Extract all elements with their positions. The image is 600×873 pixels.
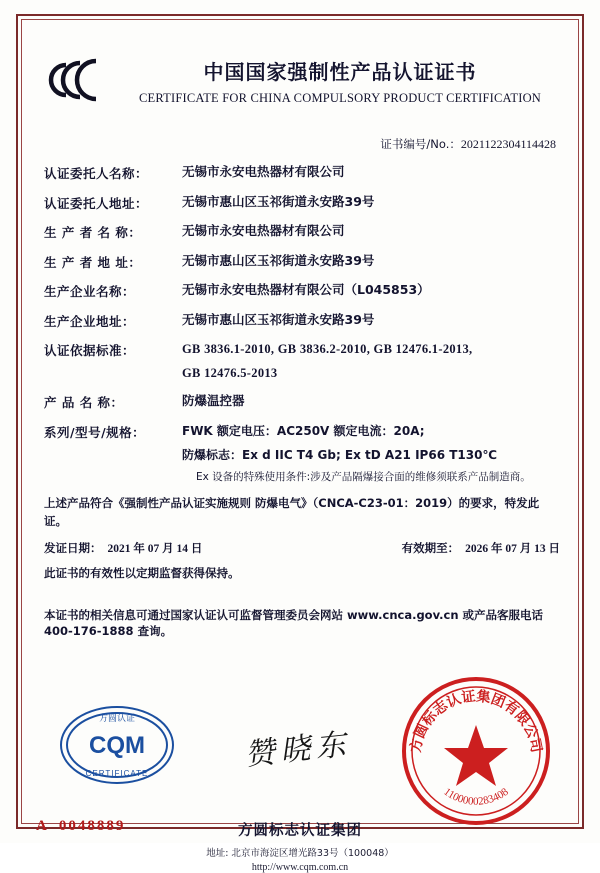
field-row-spec: [44, 423, 560, 484]
validity-note: 此证书的有效性以定期监督获得保持。: [44, 565, 240, 580]
issue-date-value: 2021 年 07 月 14 日: [107, 542, 203, 555]
field-row-manufacturer-address: [44, 312, 560, 330]
cqm-logo-icon: [58, 703, 176, 787]
seal-area: [30, 688, 570, 813]
conformity-statement: 上述产品符合《强制性产品认证实施规则 防爆电气》（CNCA-C23-01：2019）的要求，特发此证。: [44, 496, 540, 528]
svg-text:CQM: CQM: [89, 731, 145, 759]
field-label: 认证依据标准：: [44, 343, 136, 358]
field-value: 无锡市惠山区玉祁街道永安路39号: [182, 252, 375, 268]
serial-number: [36, 818, 125, 835]
field-value: 防爆温控器: [182, 393, 245, 409]
ccc-mark-icon: [40, 58, 102, 102]
expiry-date: [402, 540, 560, 556]
svg-text:方圆认证: 方圆认证: [98, 713, 136, 724]
verification-info: 本证书的相关信息可通过国家认证认可监督管理委员会网站 www.cnca.gov.cn 或产品客服电话 400-176-1888 查询。: [44, 607, 544, 638]
issue-date-label: 发证日期：: [44, 540, 102, 555]
field-value: 无锡市永安电热器材有限公司: [182, 164, 345, 179]
issue-date: [44, 540, 202, 556]
field-row-manufacturer-name: [44, 282, 560, 300]
field-value: 无锡市永安电热器材有限公司: [182, 223, 345, 238]
serial-value: 0048889: [58, 818, 126, 834]
footer-url: http://www.cqm.com.cn: [251, 861, 349, 873]
field-label: 生产企业地址：: [44, 313, 136, 329]
spec-note: Ex 设备的特殊使用条件:涉及产品隔爆接合面的维修须联系产品制造商。: [196, 470, 531, 483]
standards-line-1: GB 3836.1-2010, GB 3836.2-2010, GB 12476.1-2013,: [182, 342, 473, 356]
field-row-product-name: [44, 393, 560, 411]
field-value: 无锡市惠山区玉祁街道永安路39号: [182, 193, 375, 209]
title-block: [110, 56, 570, 106]
field-value: [176, 341, 560, 382]
footer-address: 地址: 北京市海淀区增光路33号（100048）: [206, 847, 394, 859]
field-label: 认证委托人地址：: [44, 195, 149, 211]
signature: 赞 晓 东: [243, 727, 346, 773]
official-red-seal: [400, 675, 552, 827]
certificate-header: [30, 30, 570, 114]
field-label: 系列/型号/规格：: [44, 424, 146, 440]
field-list: [30, 164, 570, 484]
field-label: 生 产 者 地 址：: [44, 254, 142, 270]
field-row-applicant-address: [44, 194, 560, 212]
field-label: 生产企业名称：: [44, 284, 136, 299]
certificate-number-label: 证书编号/No.：: [380, 137, 461, 151]
expiry-date-label: 有效期至：: [401, 540, 460, 555]
field-row-producer-name: [44, 223, 560, 241]
field-value: 无锡市永安电热器材有限公司（L045853）: [182, 282, 430, 297]
serial-prefix: A: [36, 818, 49, 834]
field-value: 无锡市惠山区玉祁街道永安路39号: [182, 311, 375, 327]
field-row-standards: [44, 341, 560, 382]
standards-line-2: GB 12476.5-2013: [182, 365, 278, 380]
field-label: 产 品 名 称：: [44, 395, 124, 411]
field-label: 生 产 者 名 称：: [44, 225, 142, 240]
footer-organization: 方圆标志认证集团: [238, 822, 362, 839]
spec-line-1: FWK 额定电压：AC250V 额定电流：20A;: [182, 423, 425, 438]
svg-text:方圆标志认证集团有限公司: 方圆标志认证集团有限公司: [407, 688, 545, 754]
certificate-number-value: 2021122304114428: [460, 137, 556, 151]
svg-text:CERTIFICATE: CERTIFICATE: [85, 768, 149, 778]
page-subtitle: CERTIFICATE FOR CHINA COMPULSORY PRODUCT CERTIFICATION: [138, 91, 542, 105]
svg-text:1100000283408: 1100000283408: [441, 785, 511, 808]
spec-line-2: 防爆标志：Ex d IIC T4 Gb; Ex tD A21 IP66 T130℃: [182, 447, 497, 462]
dates-row: [30, 540, 570, 556]
field-label: 认证委托人名称：: [44, 166, 149, 181]
certificate-number-row: [30, 136, 570, 152]
expiry-date-value: 2026 年 07 月 13 日: [465, 542, 560, 555]
field-row-producer-address: [44, 253, 560, 271]
field-row-applicant-name: [44, 164, 560, 182]
page-title: 中国国家强制性产品认证证书: [203, 60, 477, 84]
field-value: [176, 423, 560, 484]
